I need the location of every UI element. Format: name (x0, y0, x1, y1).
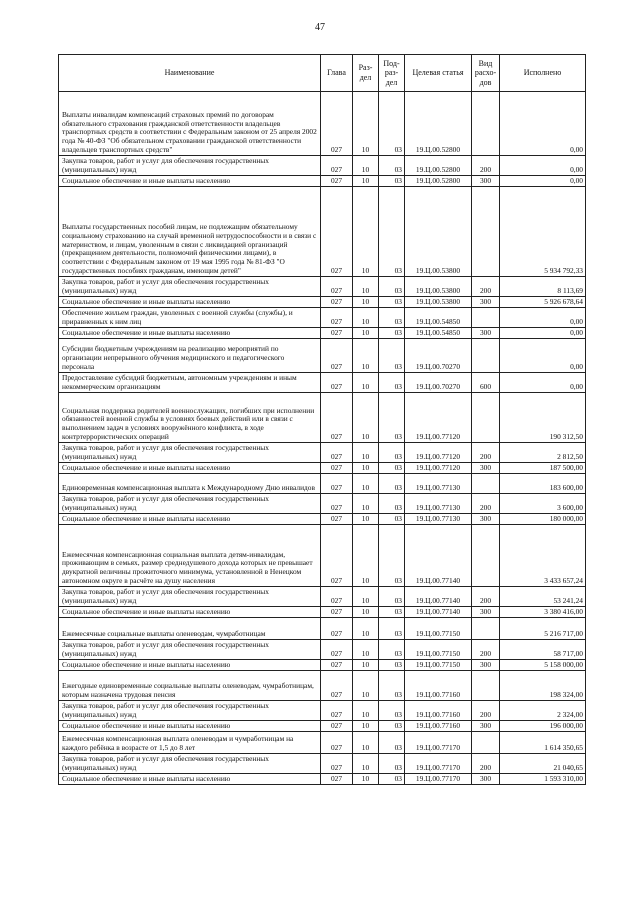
table-row (59, 660, 586, 671)
row-podrazdel: 03 (379, 297, 405, 308)
row-name: Закупка товаров, работ и услуг для обеспечения государственных (муниципальных) нужд (59, 640, 321, 660)
row-podrazdel: 03 (379, 443, 405, 463)
row-executed: 5 158 000,00 (500, 660, 586, 671)
row-podrazdel: 03 (379, 618, 405, 640)
row-target: 19.Ц.00.70270 (405, 373, 472, 393)
row-glava: 027 (321, 187, 353, 277)
row-glava: 027 (321, 92, 353, 156)
row-name: Социальная поддержка родителей военнослужащих, погибших при исполнении обязанностей военной службы в условиях боевых действий или в связи с выполнением задач в условиях вооружённого конфликта, в ходе контртеррористических операций (59, 393, 321, 443)
row-razdel: 10 (353, 393, 379, 443)
row-podrazdel: 03 (379, 277, 405, 297)
row-vid: 200 (472, 754, 500, 774)
row-razdel: 10 (353, 701, 379, 721)
row-executed: 5 926 678,64 (500, 297, 586, 308)
table-row (59, 277, 586, 297)
row-name: Закупка товаров, работ и услуг для обеспечения государственных (муниципальных) нужд (59, 443, 321, 463)
row-podrazdel: 03 (379, 754, 405, 774)
row-executed: 3 380 416,00 (500, 607, 586, 618)
table-row (59, 587, 586, 607)
row-podrazdel: 03 (379, 339, 405, 373)
row-name: Закупка товаров, работ и услуг для обеспечения государственных (муниципальных) нужд (59, 277, 321, 297)
row-vid: 300 (472, 176, 500, 187)
row-name: Единовременная компенсационная выплата к Международному Дню инвалидов (59, 474, 321, 494)
row-glava: 027 (321, 328, 353, 339)
row-executed: 1 593 310,00 (500, 774, 586, 785)
row-vid (472, 474, 500, 494)
row-vid: 200 (472, 494, 500, 514)
row-executed: 196 000,00 (500, 721, 586, 732)
row-razdel: 10 (353, 660, 379, 671)
row-podrazdel: 03 (379, 176, 405, 187)
row-glava: 027 (321, 671, 353, 701)
table-row (59, 607, 586, 618)
row-glava: 027 (321, 393, 353, 443)
row-vid: 300 (472, 514, 500, 525)
row-executed: 2 812,50 (500, 443, 586, 463)
row-podrazdel: 03 (379, 640, 405, 660)
row-target: 19.Ц.00.77170 (405, 774, 472, 785)
row-target: 19.Ц.00.77120 (405, 393, 472, 443)
row-executed: 58 717,00 (500, 640, 586, 660)
table-row (59, 701, 586, 721)
row-podrazdel: 03 (379, 514, 405, 525)
table-row (59, 443, 586, 463)
row-razdel: 10 (353, 156, 379, 176)
row-vid (472, 187, 500, 277)
budget-table (58, 54, 586, 785)
row-executed: 180 000,00 (500, 514, 586, 525)
row-executed: 0,00 (500, 92, 586, 156)
row-glava: 027 (321, 660, 353, 671)
row-name: Выплаты инвалидам компенсаций страховых премий по договорам обязательного страхования гражданской ответственности владельцев транспортных средств в соответствии с Федеральным законом от 25 апреля 2002 года № 40-ФЗ "Об обязательном страховании гражданской ответственности владельцев транспортных средств" (59, 92, 321, 156)
row-glava: 027 (321, 474, 353, 494)
row-razdel: 10 (353, 754, 379, 774)
row-razdel: 10 (353, 463, 379, 474)
row-vid (472, 308, 500, 328)
row-target: 19.Ц.00.53800 (405, 277, 472, 297)
header-glava: Глава (321, 55, 353, 92)
row-podrazdel: 03 (379, 671, 405, 701)
row-name: Ежемесячная компенсационная социальная выплата детям-инвалидам, проживающим в семьях, размер среднедушевого дохода которых не превышает двукратной величины прожиточного минимума, установленной в Ненецком автономном округе в расчёте на душу населения (59, 525, 321, 587)
row-razdel: 10 (353, 525, 379, 587)
row-glava: 027 (321, 494, 353, 514)
row-glava: 027 (321, 297, 353, 308)
table-row (59, 774, 586, 785)
row-target: 19.Ц.00.54850 (405, 328, 472, 339)
table-body (59, 92, 586, 785)
row-name: Субсидии бюджетным учреждениям на реализацию мероприятий по организации непрерывного обучения медицинского и педагогического персонала (59, 339, 321, 373)
row-name: Социальное обеспечение и иные выплаты населению (59, 721, 321, 732)
row-podrazdel: 03 (379, 463, 405, 474)
row-podrazdel: 03 (379, 156, 405, 176)
row-vid: 200 (472, 587, 500, 607)
row-executed: 190 312,50 (500, 393, 586, 443)
row-glava: 027 (321, 463, 353, 474)
row-target: 19.Ц.00.52800 (405, 92, 472, 156)
row-vid: 300 (472, 721, 500, 732)
row-vid (472, 525, 500, 587)
row-target: 19.Ц.00.52800 (405, 176, 472, 187)
row-razdel: 10 (353, 176, 379, 187)
row-vid: 200 (472, 640, 500, 660)
row-razdel: 10 (353, 339, 379, 373)
row-glava: 027 (321, 308, 353, 328)
row-name: Социальное обеспечение и иные выплаты населению (59, 176, 321, 187)
row-executed: 3 433 657,24 (500, 525, 586, 587)
row-executed: 2 324,00 (500, 701, 586, 721)
table-row (59, 721, 586, 732)
row-glava: 027 (321, 721, 353, 732)
row-podrazdel: 03 (379, 607, 405, 618)
row-razdel: 10 (353, 328, 379, 339)
row-glava: 027 (321, 176, 353, 187)
row-name: Социальное обеспечение и иные выплаты населению (59, 660, 321, 671)
row-glava: 027 (321, 774, 353, 785)
row-executed: 187 500,00 (500, 463, 586, 474)
table-row (59, 308, 586, 328)
row-glava: 027 (321, 607, 353, 618)
row-executed: 0,00 (500, 328, 586, 339)
table-row (59, 92, 586, 156)
row-name: Социальное обеспечение и иные выплаты населению (59, 607, 321, 618)
row-target: 19.Ц.00.77120 (405, 443, 472, 463)
row-podrazdel: 03 (379, 373, 405, 393)
header-target: Целевая статья (405, 55, 472, 92)
table-header-row (59, 55, 586, 92)
row-vid: 300 (472, 660, 500, 671)
row-name: Закупка товаров, работ и услуг для обеспечения государственных (муниципальных) нужд (59, 587, 321, 607)
row-razdel: 10 (353, 187, 379, 277)
row-glava: 027 (321, 618, 353, 640)
row-executed: 21 040,65 (500, 754, 586, 774)
row-executed: 3 600,00 (500, 494, 586, 514)
row-razdel: 10 (353, 514, 379, 525)
row-vid: 300 (472, 297, 500, 308)
row-target: 19.Ц.00.77120 (405, 463, 472, 474)
table-row (59, 339, 586, 373)
row-glava: 027 (321, 525, 353, 587)
row-razdel: 10 (353, 732, 379, 754)
row-executed: 198 324,00 (500, 671, 586, 701)
table-row (59, 514, 586, 525)
row-executed: 0,00 (500, 156, 586, 176)
row-podrazdel: 03 (379, 308, 405, 328)
row-glava: 027 (321, 754, 353, 774)
row-razdel: 10 (353, 640, 379, 660)
row-target: 19.Ц.00.77140 (405, 587, 472, 607)
row-podrazdel: 03 (379, 587, 405, 607)
row-target: 19.Ц.00.53800 (405, 297, 472, 308)
row-vid: 200 (472, 701, 500, 721)
row-name: Закупка товаров, работ и услуг для обеспечения государственных (муниципальных) нужд (59, 156, 321, 176)
table-row (59, 618, 586, 640)
header-name: Наименование (59, 55, 321, 92)
row-podrazdel: 03 (379, 525, 405, 587)
row-name: Закупка товаров, работ и услуг для обеспечения государственных (муниципальных) нужд (59, 754, 321, 774)
row-target: 19.Ц.00.77170 (405, 754, 472, 774)
row-target: 19.Ц.00.70270 (405, 339, 472, 373)
table-row (59, 754, 586, 774)
row-executed: 8 113,69 (500, 277, 586, 297)
row-vid: 200 (472, 443, 500, 463)
row-target: 19.Ц.00.77150 (405, 640, 472, 660)
row-name: Закупка товаров, работ и услуг для обеспечения государственных (муниципальных) нужд (59, 494, 321, 514)
row-podrazdel: 03 (379, 721, 405, 732)
row-razdel: 10 (353, 607, 379, 618)
row-name: Социальное обеспечение и иные выплаты населению (59, 774, 321, 785)
table-row (59, 373, 586, 393)
row-target: 19.Ц.00.77130 (405, 514, 472, 525)
row-vid: 200 (472, 156, 500, 176)
row-executed: 0,00 (500, 373, 586, 393)
table-row (59, 525, 586, 587)
header-podrazdel: Под-раз-дел (379, 55, 405, 92)
row-glava: 027 (321, 156, 353, 176)
row-target: 19.Ц.00.53800 (405, 187, 472, 277)
table-row (59, 176, 586, 187)
row-podrazdel: 03 (379, 701, 405, 721)
row-vid (472, 393, 500, 443)
row-target: 19.Ц.00.54850 (405, 308, 472, 328)
table-row (59, 393, 586, 443)
row-glava: 027 (321, 732, 353, 754)
row-razdel: 10 (353, 297, 379, 308)
row-podrazdel: 03 (379, 474, 405, 494)
table-row (59, 671, 586, 701)
row-podrazdel: 03 (379, 92, 405, 156)
row-name: Социальное обеспечение и иные выплаты населению (59, 514, 321, 525)
row-executed: 0,00 (500, 176, 586, 187)
row-razdel: 10 (353, 721, 379, 732)
row-podrazdel: 03 (379, 393, 405, 443)
row-glava: 027 (321, 277, 353, 297)
row-executed: 5 216 717,00 (500, 618, 586, 640)
row-name: Социальное обеспечение и иные выплаты населению (59, 328, 321, 339)
row-razdel: 10 (353, 308, 379, 328)
row-razdel: 10 (353, 494, 379, 514)
row-vid: 200 (472, 277, 500, 297)
header-executed: Исполнено (500, 55, 586, 92)
row-executed: 1 614 350,65 (500, 732, 586, 754)
row-vid (472, 732, 500, 754)
row-target: 19.Ц.00.77140 (405, 525, 472, 587)
table-row (59, 156, 586, 176)
row-name: Социальное обеспечение и иные выплаты населению (59, 297, 321, 308)
row-name: Выплаты государственных пособий лицам, не подлежащим обязательному социальному страхованию на случай временной нетрудоспособности и в связи с материнством, и лицам, уволенным в связи с ликвидацией организаций (прекращением деятельности, полномочий физическими лицами), в соответствии с Федеральным законом от 19 мая 1995 года № 81-ФЗ "О государственных пособиях гражданам, имеющим детей" (59, 187, 321, 277)
row-razdel: 10 (353, 774, 379, 785)
row-razdel: 10 (353, 618, 379, 640)
row-executed: 5 934 792,33 (500, 187, 586, 277)
row-vid (472, 339, 500, 373)
row-target: 19.Ц.00.77160 (405, 671, 472, 701)
row-razdel: 10 (353, 443, 379, 463)
row-glava: 027 (321, 587, 353, 607)
row-executed: 0,00 (500, 308, 586, 328)
row-name: Обеспечение жильем граждан, уволенных с военной службы (службы), и приравненных к ним лиц (59, 308, 321, 328)
row-razdel: 10 (353, 474, 379, 494)
table-row (59, 187, 586, 277)
row-name: Закупка товаров, работ и услуг для обеспечения государственных (муниципальных) нужд (59, 701, 321, 721)
row-target: 19.Ц.00.77130 (405, 474, 472, 494)
row-target: 19.Ц.00.77140 (405, 607, 472, 618)
row-podrazdel: 03 (379, 660, 405, 671)
row-razdel: 10 (353, 587, 379, 607)
row-podrazdel: 03 (379, 732, 405, 754)
table-row (59, 474, 586, 494)
row-podrazdel: 03 (379, 328, 405, 339)
table-row (59, 297, 586, 308)
row-target: 19.Ц.00.77160 (405, 721, 472, 732)
row-target: 19.Ц.00.77160 (405, 701, 472, 721)
row-vid: 300 (472, 328, 500, 339)
row-name: Предоставление субсидий бюджетным, автономным учреждениям и иным некоммерческим организациям (59, 373, 321, 393)
row-target: 19.Ц.00.77150 (405, 660, 472, 671)
row-target: 19.Ц.00.77170 (405, 732, 472, 754)
row-vid: 600 (472, 373, 500, 393)
row-vid (472, 92, 500, 156)
row-name: Ежемесячные социальные выплаты оленеводам, чумработницам (59, 618, 321, 640)
row-glava: 027 (321, 640, 353, 660)
row-glava: 027 (321, 443, 353, 463)
table-row (59, 328, 586, 339)
row-glava: 027 (321, 339, 353, 373)
row-name: Социальное обеспечение и иные выплаты населению (59, 463, 321, 474)
row-target: 19.Ц.00.77130 (405, 494, 472, 514)
row-vid: 300 (472, 463, 500, 474)
row-razdel: 10 (353, 92, 379, 156)
row-vid: 300 (472, 607, 500, 618)
row-name: Ежемесячная компенсационная выплата оленеводам и чумработницам на каждого ребёнка в возрасте от 1,5 до 8 лет (59, 732, 321, 754)
row-executed: 53 241,24 (500, 587, 586, 607)
row-target: 19.Ц.00.77150 (405, 618, 472, 640)
row-target: 19.Ц.00.52800 (405, 156, 472, 176)
row-glava: 027 (321, 373, 353, 393)
row-glava: 027 (321, 701, 353, 721)
row-vid: 300 (472, 774, 500, 785)
row-vid (472, 671, 500, 701)
row-executed: 183 600,00 (500, 474, 586, 494)
row-vid (472, 618, 500, 640)
row-glava: 027 (321, 514, 353, 525)
row-podrazdel: 03 (379, 187, 405, 277)
row-razdel: 10 (353, 671, 379, 701)
header-razdel: Раз-дел (353, 55, 379, 92)
row-name: Ежегодные единовременные социальные выплаты оленеводам, чумработницам, которым назначена трудовая пенсия (59, 671, 321, 701)
row-razdel: 10 (353, 373, 379, 393)
row-razdel: 10 (353, 277, 379, 297)
table-row (59, 640, 586, 660)
row-podrazdel: 03 (379, 494, 405, 514)
row-executed: 0,00 (500, 339, 586, 373)
header-vid: Вид расхо-дов (472, 55, 500, 92)
table-row (59, 494, 586, 514)
table-row (59, 732, 586, 754)
page-number: 47 (315, 22, 325, 33)
row-podrazdel: 03 (379, 774, 405, 785)
table-row (59, 463, 586, 474)
